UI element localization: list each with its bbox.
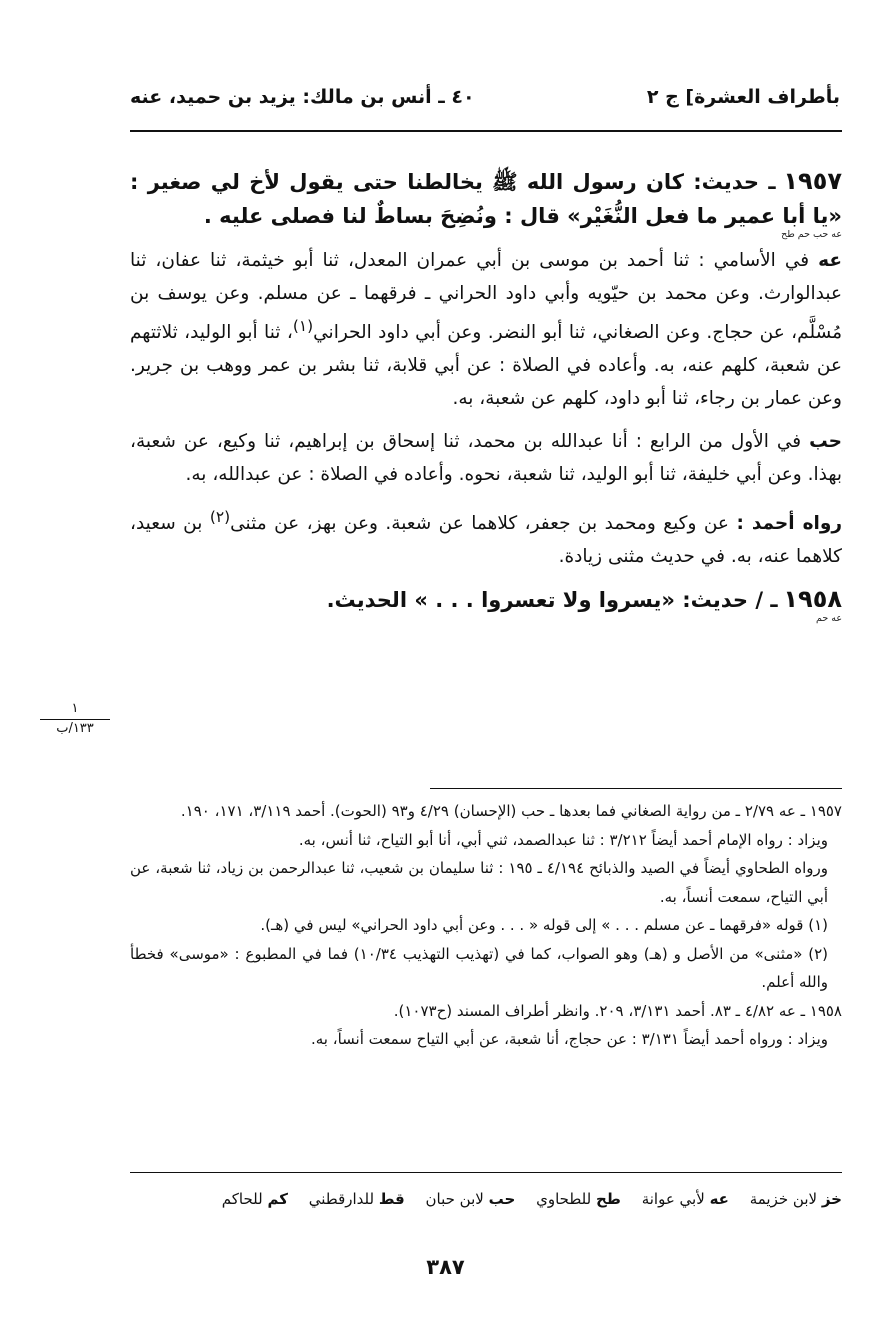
note-1957-tahawi: ورواه الطحاوي أيضاً في الصيد والذبائح ٤/١٩٤ ـ ١٩٥ : ثنا سليمان بن شعيب، ثنا عبدالرحمن بن زياد، ثنا شعبة، عن أبي التياح، سمعت أنساً، به. (130, 859, 829, 906)
para-text: في الأسامي : ثنا أحمد بن موسى بن أبي عمران المعدل، ثنا أبو خيثمة، ثنا عفان، ثنا عبدالوارث. وعن محمد بن حيّويه وأبي داود الحراني ـ فرقهما ـ عن مسلم. وعن يوسف بن مُسْلَّم، عن حجاج. وعن الصغاني، ثنا أبو النضر. وعن أبي داود الحراني (130, 250, 842, 344)
hadith-1958-heading (130, 583, 842, 624)
hadith-text: ـ حديث: كان رسول الله ﷺ يخالطنا حتى يقول لأخ لي صغير : «يا أبا عمير ما فعل النُّغَيْر» قال : ونُضِحَ بساطٌ لنا فصلى عليه . (130, 170, 842, 228)
footnote-1: (١) قوله «فرقهما ـ عن مسلم . . . » إلى قوله « . . . وعن أبي داود الحراني» ليس في (هـ). (260, 916, 828, 934)
legend-item (536, 1190, 621, 1208)
para-text-cont: بن سعيد، كلاهما عنه، به. في حديث مثنى زيادة. (130, 513, 842, 568)
legend-item (750, 1190, 842, 1208)
legend-code: قط (378, 1190, 405, 1208)
footnote-ref: (٢) (209, 508, 231, 527)
note-1958-addition: ويزاد : ورواه أحمد أيضاً ٣/١٣١ : عن حجاج، أنا شعبة، عن أبي التياح سمعت أنساً، به. (310, 1030, 828, 1048)
legend-code: طح (595, 1190, 621, 1208)
footnote-ref: (١) (292, 317, 314, 335)
legend-code: حب (488, 1190, 516, 1208)
legend-code: عه (709, 1190, 729, 1208)
hadith-1957-para-2 (130, 425, 842, 491)
hadith-sigla: عه حم (816, 613, 842, 625)
para-text: في الأول من الرابع : أنا عبدالله بن محمد، ثنا إسحاق بن إبراهيم، ثنا وكيع، عن شعبة، بهذا. وعن أبي خليفة، ثنا أبو الوليد، ثنا شعبة، نحوه. وأعاده في الصلاة : عن عبدالله، به. (130, 431, 842, 486)
legend-item (642, 1190, 729, 1208)
running-header (130, 80, 840, 120)
folio-bottom: ١٣٣/ب (56, 721, 94, 736)
abbreviation-legend (130, 1190, 842, 1208)
footnote-2: (٢) «مثنى» من الأصل و (هـ) وهو الصواب، كما في (تهذيب التهذيب ١٠/٣٤) فما في المطبوع : «موسى» فخطأ والله أعلم. (130, 944, 828, 991)
page-number: ٣٨٧ (426, 1255, 465, 1279)
hadith-1957-para-3 (130, 501, 842, 573)
source-code: عه (818, 250, 842, 271)
hadith-number: ١٩٥٧ (783, 167, 842, 195)
para-text: عن وكيع ومحمد بن جعفر، كلاهما عن شعبة. وعن بهز، عن مثنى (230, 513, 729, 535)
header-chapter-title: ٤٠ ـ أنس بن مالك: يزيد بن حميد، عنه (130, 86, 475, 108)
legend-code: كم (267, 1190, 288, 1208)
hadith-1957-heading (130, 165, 842, 240)
legend-label: لابن خزيمة (749, 1190, 818, 1208)
legend-label: للحاكم (221, 1190, 263, 1208)
folio-top: ١ (40, 700, 110, 720)
hadith-1957-para-1 (130, 244, 842, 415)
legend-label: لابن حبان (425, 1190, 484, 1208)
legend-label: لأبي عوانة (641, 1190, 705, 1208)
footnotes (130, 797, 842, 1054)
legend-item (309, 1190, 405, 1208)
source-code: رواه أحمد : (736, 513, 843, 535)
legend-label: للطحاوي (536, 1190, 592, 1208)
source-code: حب (809, 431, 842, 453)
legend-code: خز (821, 1190, 842, 1208)
note-1957-addition: ويزاد : رواه الإمام أحمد أيضاً ٣/٢١٢ : ثنا عبدالصمد، ثني أبي، أنا أبو التياح، ثنا أنس، به. (298, 830, 828, 849)
note-1958-sources: ١٩٥٨ ـ عه ٤/٨٢ ـ ٨٣. أحمد ٣/١٣١، ٢٠٩. وانظر أطراف المسند (ح١٠٧٣). (393, 1001, 842, 1020)
header-rule (130, 130, 842, 132)
header-book-title: بأطراف العشرة] ج ٢ (646, 86, 840, 108)
legend-rule (130, 1172, 842, 1173)
hadith-number: ١٩٥٨ (783, 585, 842, 614)
notes-rule (430, 788, 842, 789)
legend-item (426, 1190, 516, 1208)
margin-folio-note (40, 700, 110, 738)
main-text (130, 165, 842, 628)
para-text-cont: ، ثنا أبو الوليد، ثلاثتهم عن شعبة، كلهم عنه، به. وأعاده في الصلاة : عن أبي قلابة، ثنا بشر بن عمر ووهب بن جرير. وعن عمار بن رجاء، ثنا أبو داود، كلهم عن شعبة، به. (130, 322, 842, 410)
legend-item (222, 1190, 288, 1208)
hadith-text: ـ / حديث: «يسروا ولا تعسروا . . . » الحديث. (326, 588, 778, 613)
hadith-sigla: عه حب حم طح (781, 229, 842, 240)
legend-label: للدارقطني (308, 1190, 375, 1208)
note-1957-sources: ١٩٥٧ ـ عه ٢/٧٩ ـ من رواية الصغاني فما بعدها ـ حب (الإحسان) ٤/٢٩ و٩٣ (الحوت). أحمد ٣/١١٩، ١٧١، ١٩٠. (180, 802, 842, 820)
